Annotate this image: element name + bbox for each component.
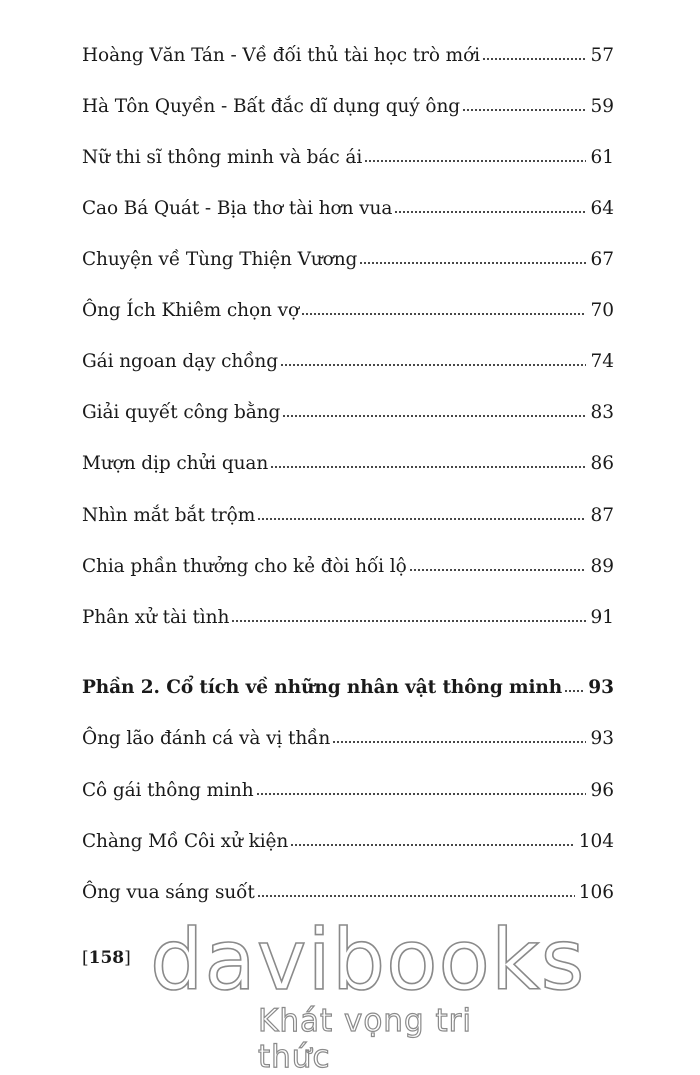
toc-entry <box>82 397 614 429</box>
toc-entry-page: 74 <box>590 351 614 372</box>
toc-entry-page: 67 <box>590 249 614 270</box>
toc-entry-page: 106 <box>578 882 614 903</box>
dot-leader <box>564 690 584 692</box>
watermark-slogan: Khát vọng tri thức <box>258 1003 472 1075</box>
toc-entry <box>82 602 614 634</box>
toc-entry <box>82 500 614 532</box>
toc-entry-title: Ông lão đánh cá và vị thần <box>82 728 331 749</box>
toc-entry <box>82 142 614 174</box>
toc-entry <box>82 193 614 225</box>
dot-leader <box>256 793 587 795</box>
toc-entry-title: Ông vua sáng suốt <box>82 882 255 903</box>
toc-entry-title: Chàng Mồ Côi xử kiện <box>82 831 289 852</box>
toc-entry <box>82 877 614 909</box>
publisher-watermark <box>150 911 586 1075</box>
dot-leader <box>301 313 586 315</box>
toc-entry-title: Phân xử tài tình <box>82 607 230 628</box>
toc-entry <box>82 775 614 807</box>
toc-entry-page: 93 <box>588 677 614 698</box>
toc-entry-page: 89 <box>590 556 614 577</box>
toc-entry-page: 59 <box>590 96 614 117</box>
toc-entry-title: Giải quyết công bằng <box>82 402 281 423</box>
toc-entry-title: Hoàng Văn Tán - Về đối thủ tài học trò mới <box>82 45 480 66</box>
dot-leader <box>257 518 586 520</box>
toc-entry-page: 87 <box>590 505 614 526</box>
folio-bracket-close: ] <box>124 948 131 968</box>
dot-leader <box>462 109 586 111</box>
toc-entry-title: Hà Tôn Quyền - Bất đắc dĩ dụng quý ông <box>82 96 461 117</box>
toc-entry-title: Cô gái thông minh <box>82 780 254 801</box>
toc-entry <box>82 346 614 378</box>
folio-number: 158 <box>88 948 125 968</box>
toc-entry-title: Nữ thi sĩ thông minh và bác ái <box>82 147 363 168</box>
toc-entry <box>82 723 614 755</box>
dot-leader <box>394 211 586 213</box>
folio-bracket-open: [ <box>82 948 89 968</box>
toc-entry <box>82 551 614 583</box>
toc-entry-title: Nhìn mắt bắt trộm <box>82 505 256 526</box>
toc-entry-page: 91 <box>590 607 614 628</box>
toc-entry-page: 57 <box>590 45 614 66</box>
dot-leader <box>409 569 587 571</box>
dot-leader <box>257 895 575 897</box>
toc-entry <box>82 295 614 327</box>
toc-entry-page: 64 <box>590 198 614 219</box>
dot-leader <box>231 620 586 622</box>
toc-entry-page: 96 <box>590 780 614 801</box>
toc-entry-title: Ông Ích Khiêm chọn vợ <box>82 300 299 321</box>
dot-leader <box>280 364 586 366</box>
toc-entry-page: 83 <box>590 402 614 423</box>
dot-leader <box>290 844 574 846</box>
watermark-logo-text: davibooks <box>150 911 586 1009</box>
toc-entry-title: Phần 2. Cổ tích về những nhân vật thông minh <box>82 677 563 698</box>
dot-leader <box>270 466 586 468</box>
toc-entry-title: Cao Bá Quát - Bịa thơ tài hơn vua <box>82 198 393 219</box>
dot-leader <box>332 741 586 743</box>
dot-leader <box>282 415 586 417</box>
dot-leader <box>482 58 586 60</box>
dot-leader <box>359 262 586 264</box>
toc-entry <box>82 40 614 72</box>
toc-entry-title: Gái ngoan dạy chồng <box>82 351 278 372</box>
toc-entry-title: Chia phần thưởng cho kẻ đòi hối lộ <box>82 556 407 577</box>
toc-entry <box>82 91 614 123</box>
toc-entry-page: 93 <box>590 728 614 749</box>
toc-entry-page: 70 <box>590 300 614 321</box>
toc-entry-page: 104 <box>578 831 614 852</box>
toc-entry-title: Chuyện về Tùng Thiện Vương <box>82 249 358 270</box>
toc-entry <box>82 826 614 858</box>
toc-entry-title: Mượn dịp chửi quan <box>82 453 269 474</box>
toc-entry <box>82 448 614 480</box>
toc-section-heading <box>82 672 614 704</box>
folio-page-number <box>82 948 131 968</box>
toc-entry-page: 86 <box>590 453 614 474</box>
dot-leader <box>364 160 586 162</box>
toc-entry-page: 61 <box>590 147 614 168</box>
toc-entry <box>82 244 614 276</box>
